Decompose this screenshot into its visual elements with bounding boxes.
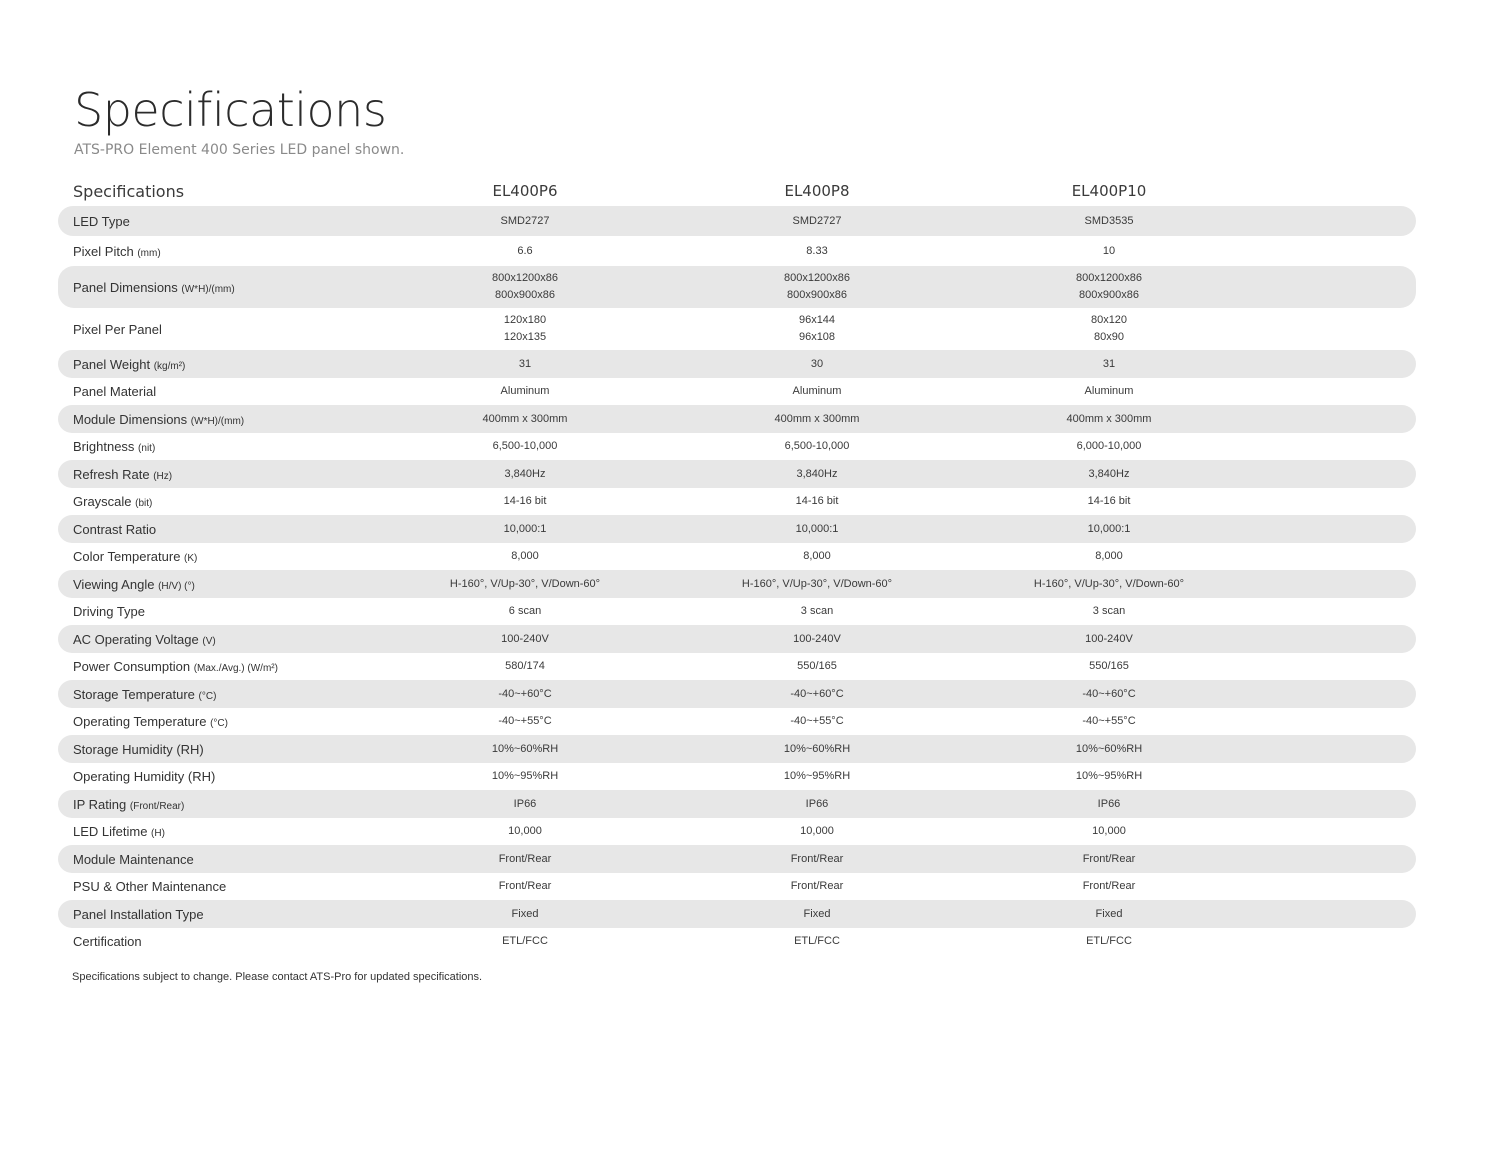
table-cell	[671, 768, 963, 785]
table-cell	[671, 906, 963, 923]
table-row	[58, 818, 1416, 845]
table-cell	[379, 631, 671, 648]
cell-value: 10%~95%RH	[1075, 770, 1143, 782]
row-label-text: Operating Temperature	[73, 714, 207, 729]
row-label-text: Brightness	[73, 439, 135, 454]
table-cell	[379, 411, 671, 428]
row-label-text: Color Temperature	[73, 549, 181, 564]
row-label-text: IP Rating	[73, 796, 127, 812]
cell-value: -40~+55°C	[1082, 715, 1136, 727]
table-cell	[963, 356, 1255, 373]
footnote: Specifications subject to change. Please contact ATS-Pro for updated specifications.	[72, 971, 483, 983]
table-cell	[379, 878, 671, 895]
row-label	[58, 494, 379, 509]
row-label	[58, 852, 379, 867]
row-label-text: Refresh Rate	[73, 466, 150, 482]
cell-value: 100-240V	[501, 632, 549, 645]
table-cell	[379, 796, 671, 813]
table-header-row	[58, 176, 1416, 206]
page-subtitle: ATS-PRO Element 400 Series LED panel shown.	[74, 142, 405, 158]
table-row	[58, 515, 1416, 543]
cell-value: 120x180	[503, 314, 547, 326]
cell-value: 8.33	[806, 244, 828, 257]
table-row	[58, 206, 1416, 236]
cell-value: 3,840Hz	[796, 467, 838, 480]
table-cell	[379, 906, 671, 923]
row-label	[58, 577, 379, 592]
cell-value: 800x1200x86	[1075, 272, 1143, 284]
table-cell	[963, 851, 1255, 868]
table-cell	[963, 521, 1255, 538]
cell-value: Fixed	[1095, 907, 1123, 920]
row-label-text: Viewing Angle	[73, 576, 155, 592]
cell-value: SMD3535	[1084, 214, 1134, 227]
cell-value: 400mm x 300mm	[774, 412, 860, 425]
row-label-text: Driving Type	[73, 604, 146, 619]
table-row	[58, 625, 1416, 653]
cell-value: Aluminum	[1084, 385, 1134, 397]
cell-value: 31	[518, 357, 532, 370]
table-cell	[671, 878, 963, 895]
row-label-text: Panel Material	[73, 384, 157, 399]
table-cell	[963, 603, 1255, 620]
row-label-text: Panel Installation Type	[73, 906, 204, 922]
cell-value: 580/174	[505, 660, 545, 672]
page-title: Specifications	[74, 83, 387, 137]
row-label	[58, 934, 379, 949]
row-label-text: Panel Weight	[73, 356, 151, 372]
table-header-label: Specifications	[73, 181, 185, 201]
cell-value: 6,000-10,000	[1076, 440, 1142, 452]
table-row	[58, 900, 1416, 928]
table-cell	[671, 270, 963, 304]
cell-value: Fixed	[803, 907, 831, 920]
row-label-text: Operating Humidity (RH)	[73, 769, 216, 784]
table-cell	[671, 438, 963, 455]
row-label-text: AC Operating Voltage	[73, 631, 199, 647]
table-cell	[671, 741, 963, 758]
row-label	[58, 322, 379, 337]
table-cell	[963, 383, 1255, 400]
table-cell	[671, 713, 963, 730]
cell-value: 800x900x86	[495, 289, 555, 301]
cell-value: Aluminum	[792, 385, 842, 397]
table-cell	[379, 466, 671, 483]
cell-value: 10,000	[1092, 825, 1126, 837]
table-cell	[963, 213, 1255, 230]
cell-value: Front/Rear	[1082, 852, 1136, 865]
table-cell	[963, 411, 1255, 428]
table-cell	[671, 603, 963, 620]
table-row	[58, 845, 1416, 873]
row-label-unit: (bit)	[135, 498, 153, 509]
table-cell	[379, 768, 671, 785]
table-cell	[671, 312, 963, 346]
cell-value: 14-16 bit	[795, 495, 839, 507]
table-row	[58, 708, 1416, 735]
table-cell	[963, 576, 1255, 593]
row-label-text: Storage Temperature	[73, 686, 195, 702]
cell-value: Front/Rear	[1082, 880, 1136, 892]
table-cell	[379, 243, 671, 260]
cell-value: 400mm x 300mm	[1066, 412, 1152, 425]
row-label	[58, 659, 379, 674]
column-header: EL400P8	[784, 182, 850, 200]
row-label-unit: (kg/m²)	[153, 360, 186, 372]
table-cell	[963, 768, 1255, 785]
table-cell	[963, 713, 1255, 730]
cell-value: 10,000:1	[795, 522, 839, 535]
cell-value: 10	[1102, 244, 1116, 257]
row-label-unit: (K)	[184, 553, 198, 564]
table-cell	[671, 466, 963, 483]
cell-value: 14-16 bit	[503, 495, 547, 507]
table-cell	[963, 686, 1255, 703]
table-cell	[379, 213, 671, 230]
row-label	[58, 384, 379, 399]
table-cell	[963, 493, 1255, 510]
row-label	[58, 742, 379, 757]
cell-value: 100-240V	[1085, 632, 1133, 645]
table-row	[58, 405, 1416, 433]
cell-value: Aluminum	[500, 385, 550, 397]
cell-value: 30	[810, 357, 824, 370]
row-label-text: Module Dimensions	[73, 411, 188, 427]
table-row	[58, 543, 1416, 570]
table-cell	[671, 493, 963, 510]
cell-value: 10%~95%RH	[491, 770, 559, 782]
cell-value: SMD2727	[500, 214, 550, 227]
row-label-unit: (H/V) (°)	[158, 580, 195, 592]
spec-table	[58, 176, 1416, 955]
table-cell	[379, 493, 671, 510]
row-label	[58, 797, 379, 812]
row-label-unit: (Max./Avg.) (W/m²)	[193, 663, 278, 674]
cell-value: 10%~60%RH	[1075, 742, 1143, 755]
table-row	[58, 350, 1416, 378]
row-label	[58, 357, 379, 372]
table-cell	[671, 933, 963, 950]
cell-value: 6,500-10,000	[784, 440, 850, 452]
table-cell	[963, 243, 1255, 260]
table-row	[58, 763, 1416, 790]
cell-value: 6 scan	[508, 605, 542, 617]
table-row	[58, 488, 1416, 515]
cell-value: 10%~60%RH	[783, 742, 851, 755]
table-cell	[379, 270, 671, 304]
row-label-text: Grayscale	[73, 494, 132, 509]
cell-value: 8,000	[1095, 550, 1123, 562]
cell-value: 800x1200x86	[491, 272, 559, 284]
table-row	[58, 433, 1416, 460]
table-cell	[963, 878, 1255, 895]
cell-value: 550/165	[797, 660, 837, 672]
cell-value: ETL/FCC	[1086, 935, 1132, 947]
table-cell	[379, 851, 671, 868]
table-row	[58, 598, 1416, 625]
table-cell	[671, 243, 963, 260]
cell-value: -40~+60°C	[1082, 687, 1136, 700]
row-label-text: Pixel Per Panel	[73, 321, 162, 337]
row-label	[58, 604, 379, 619]
row-label-text: Module Maintenance	[73, 851, 194, 867]
table-cell	[671, 658, 963, 675]
table-row	[58, 570, 1416, 598]
row-label	[58, 244, 379, 259]
row-label	[58, 824, 379, 839]
cell-value: 800x1200x86	[783, 272, 851, 284]
table-cell	[963, 741, 1255, 758]
table-row	[58, 680, 1416, 708]
row-label-unit: (Front/Rear)	[129, 800, 185, 812]
table-row	[58, 460, 1416, 488]
cell-value: 6,500-10,000	[492, 440, 558, 452]
row-label	[58, 214, 379, 229]
cell-value: ETL/FCC	[502, 935, 548, 947]
row-label-unit: (Hz)	[153, 470, 173, 482]
cell-value: 10,000:1	[503, 522, 547, 535]
table-cell	[379, 713, 671, 730]
table-cell	[671, 823, 963, 840]
row-label-unit: (H)	[151, 828, 165, 839]
row-label-unit: (W*H)/(mm)	[190, 415, 245, 427]
column-header: EL400P10	[1071, 182, 1147, 200]
table-cell	[671, 356, 963, 373]
table-row	[58, 378, 1416, 405]
cell-value: IP66	[513, 797, 537, 810]
table-cell	[671, 383, 963, 400]
cell-value: 6.6	[517, 244, 533, 257]
row-label	[58, 632, 379, 647]
table-row	[58, 308, 1416, 350]
table-row	[58, 236, 1416, 266]
cell-value: 96x144	[798, 314, 836, 326]
table-row	[58, 928, 1416, 955]
table-cell	[379, 356, 671, 373]
table-row	[58, 790, 1416, 818]
table-cell	[379, 312, 671, 346]
column-header: EL400P6	[492, 182, 558, 200]
row-label-unit: (nit)	[138, 443, 156, 454]
row-label-text: Storage Humidity (RH)	[73, 741, 204, 757]
table-cell	[963, 658, 1255, 675]
row-label	[58, 687, 379, 702]
cell-value: 400mm x 300mm	[482, 412, 568, 425]
table-cell	[379, 576, 671, 593]
cell-value: IP66	[1097, 797, 1121, 810]
cell-value: ETL/FCC	[794, 935, 840, 947]
cell-value: 10%~60%RH	[491, 742, 559, 755]
cell-value: -40~+55°C	[498, 715, 552, 727]
table-cell	[963, 312, 1255, 346]
cell-value: 14-16 bit	[1087, 495, 1131, 507]
table-cell	[671, 213, 963, 230]
cell-value: 10,000:1	[1087, 522, 1131, 535]
cell-value: 10,000	[800, 825, 834, 837]
table-row	[58, 653, 1416, 680]
cell-value: H-160°, V/Up-30°, V/Down-60°	[449, 577, 601, 590]
cell-value: 80x90	[1094, 331, 1124, 343]
cell-value: SMD2727	[792, 214, 842, 227]
table-cell	[379, 823, 671, 840]
table-cell	[671, 851, 963, 868]
cell-value: 3,840Hz	[504, 467, 546, 480]
row-label-unit: (°C)	[210, 718, 228, 729]
table-cell	[963, 823, 1255, 840]
table-cell	[963, 906, 1255, 923]
cell-value: 100-240V	[793, 632, 841, 645]
cell-value: Front/Rear	[498, 880, 552, 892]
table-row	[58, 735, 1416, 763]
table-cell	[379, 741, 671, 758]
cell-value: 8,000	[803, 550, 831, 562]
table-row	[58, 873, 1416, 900]
row-label	[58, 280, 379, 295]
cell-value: 96x108	[798, 331, 836, 343]
table-cell	[963, 270, 1255, 304]
cell-value: 8,000	[511, 550, 539, 562]
cell-value: 80x120	[1090, 314, 1128, 326]
table-cell	[379, 603, 671, 620]
table-body	[58, 206, 1416, 955]
cell-value: Front/Rear	[498, 852, 552, 865]
table-cell	[671, 411, 963, 428]
table-cell	[379, 521, 671, 538]
table-cell	[963, 933, 1255, 950]
row-label	[58, 522, 379, 537]
table-row	[58, 266, 1416, 308]
table-cell	[379, 383, 671, 400]
row-label	[58, 549, 379, 564]
cell-value: H-160°, V/Up-30°, V/Down-60°	[741, 577, 893, 590]
row-label	[58, 879, 379, 894]
row-label-text: LED Type	[73, 213, 130, 229]
table-cell	[963, 548, 1255, 565]
table-cell	[379, 438, 671, 455]
row-label-text: Panel Dimensions	[73, 279, 178, 295]
table-cell	[379, 933, 671, 950]
table-cell	[963, 631, 1255, 648]
table-cell	[671, 686, 963, 703]
cell-value: H-160°, V/Up-30°, V/Down-60°	[1033, 577, 1185, 590]
cell-value: Front/Rear	[790, 880, 844, 892]
row-label-text: Certification	[73, 934, 142, 949]
row-label	[58, 769, 379, 784]
table-cell	[671, 796, 963, 813]
row-label-text: PSU & Other Maintenance	[73, 879, 227, 894]
row-label	[58, 439, 379, 454]
row-label-text: Pixel Pitch	[73, 243, 134, 259]
cell-value: -40~+60°C	[498, 687, 552, 700]
row-label-text: LED Lifetime	[73, 824, 148, 839]
table-cell	[671, 521, 963, 538]
cell-value: 10%~95%RH	[783, 770, 851, 782]
cell-value: 3 scan	[800, 605, 834, 617]
table-cell	[379, 686, 671, 703]
cell-value: 3 scan	[1092, 605, 1126, 617]
cell-value: 31	[1102, 357, 1116, 370]
table-cell	[963, 438, 1255, 455]
cell-value: -40~+60°C	[790, 687, 844, 700]
cell-value: IP66	[805, 797, 829, 810]
row-label-text: Contrast Ratio	[73, 521, 157, 537]
cell-value: 10,000	[508, 825, 542, 837]
row-label-unit: (mm)	[137, 247, 161, 259]
cell-value: Fixed	[511, 907, 539, 920]
cell-value: Front/Rear	[790, 852, 844, 865]
cell-value: 3,840Hz	[1088, 467, 1130, 480]
table-cell	[671, 576, 963, 593]
table-cell	[963, 466, 1255, 483]
row-label	[58, 467, 379, 482]
row-label	[58, 907, 379, 922]
row-label	[58, 714, 379, 729]
cell-value: 120x135	[503, 331, 547, 343]
table-cell	[963, 796, 1255, 813]
row-label-text: Power Consumption	[73, 659, 191, 674]
row-label-unit: (W*H)/(mm)	[181, 283, 235, 295]
cell-value: 550/165	[1089, 660, 1129, 672]
table-cell	[379, 548, 671, 565]
table-cell	[671, 631, 963, 648]
row-label-unit: (°C)	[198, 690, 217, 702]
cell-value: -40~+55°C	[790, 715, 844, 727]
row-label	[58, 412, 379, 427]
row-label-unit: (V)	[202, 635, 216, 647]
table-cell	[671, 548, 963, 565]
table-cell	[379, 658, 671, 675]
cell-value: 800x900x86	[1079, 289, 1139, 301]
cell-value: 800x900x86	[787, 289, 847, 301]
